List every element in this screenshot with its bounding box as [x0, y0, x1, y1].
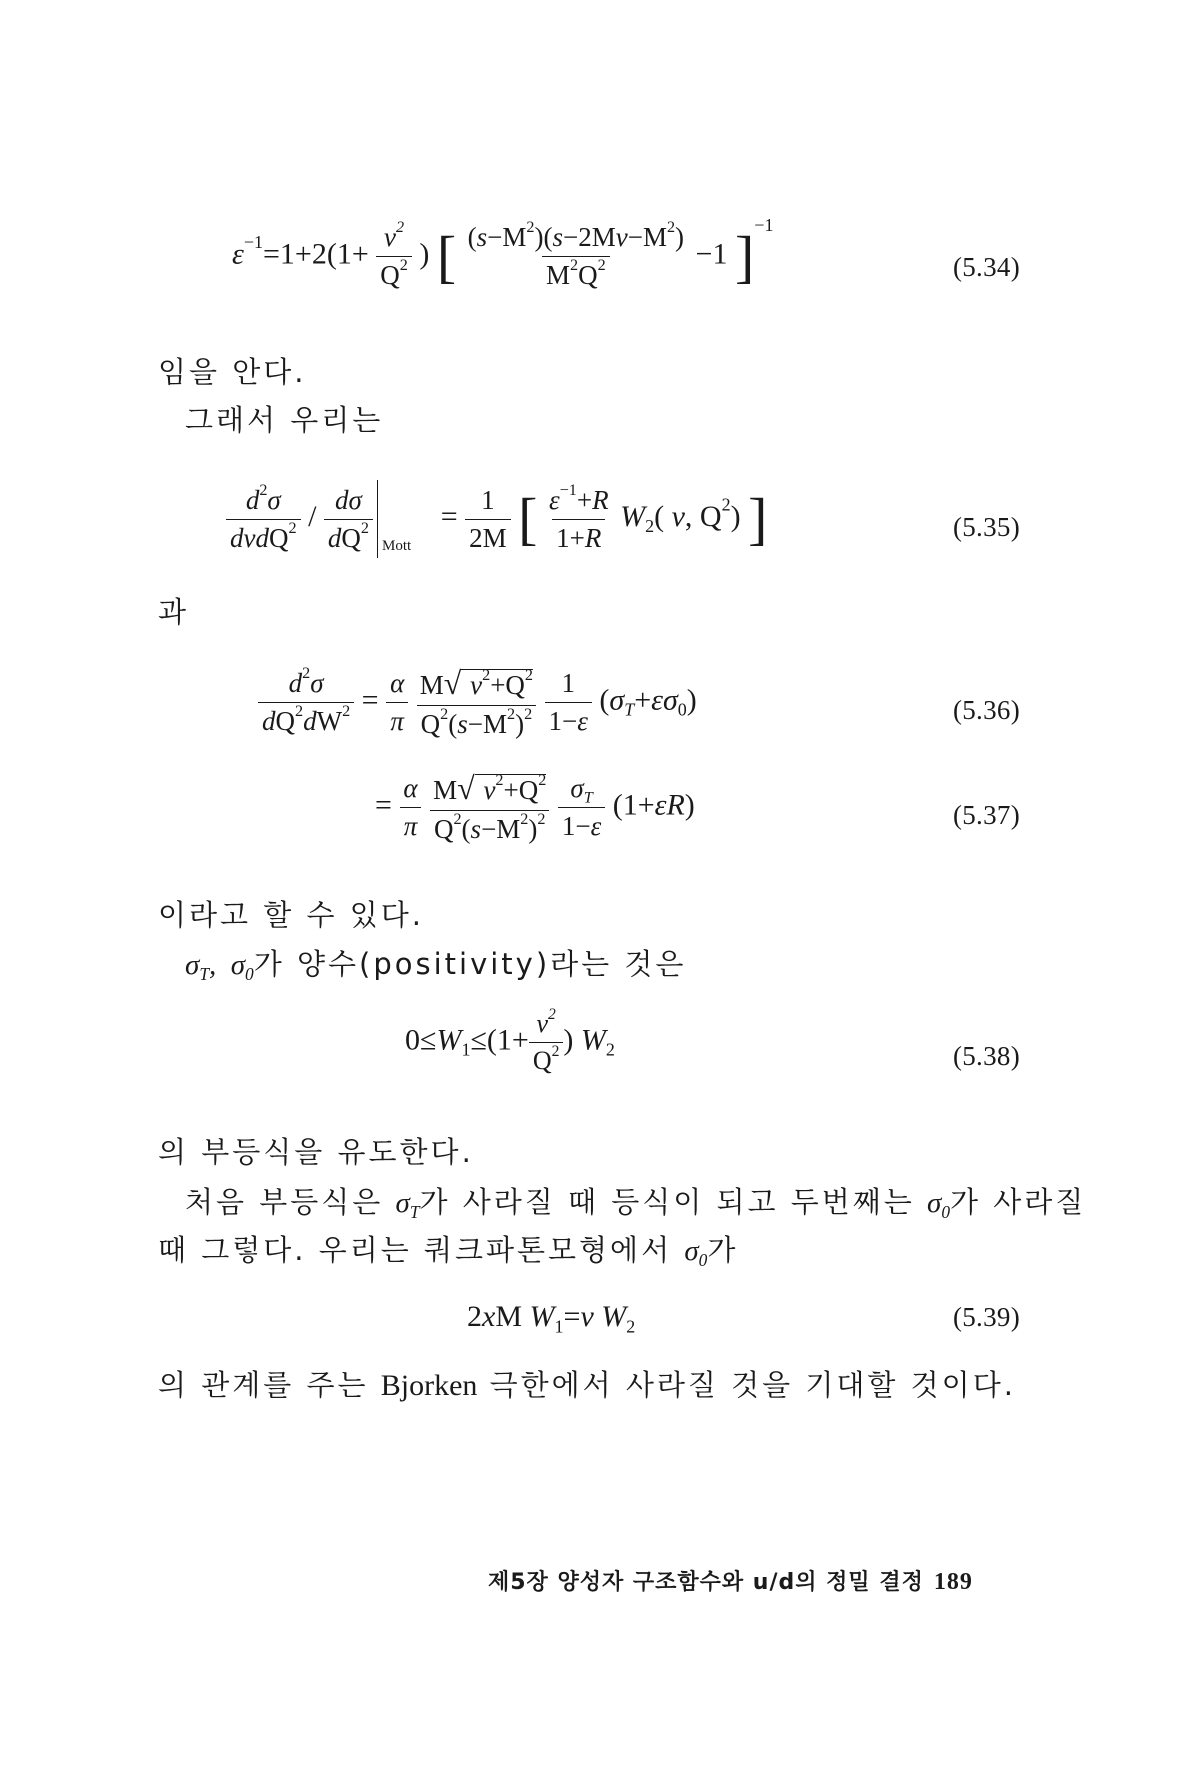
text-fragment: 가 양수(positivity)라는 것은: [253, 947, 687, 981]
equation-5-38: $0\le W_1\le(1+$ $\frac{\nu^2}{Q^2}$ ) $W_2$ (5.38): [405, 1005, 1020, 1075]
text-fragment: Bjorken: [380, 1369, 478, 1402]
equation-number: (5.39): [952, 1302, 1020, 1332]
equation-5-34: $\varepsilon^{-1}=1+2(1+$ $\frac{\nu^2}{Q^2}$ ) [ $\frac{(s-M^2)(s-2M\nu-M^2)}{M^2Q^2}$ −1 ]$^{-1}$ (5.34): [232, 215, 1020, 290]
text-line: [158, 1363, 1016, 1404]
running-footer: [488, 1565, 973, 1596]
page-number: 189: [933, 1569, 973, 1595]
text-line: 의 부등식을 유도한다.: [158, 1135, 474, 1169]
text-line: 임을 안다.: [158, 355, 307, 389]
text-fragment: 때 그렇다. 우리는 쿼크파톤모형에서: [158, 1233, 685, 1267]
text-line: 과: [158, 595, 190, 629]
text-fragment: 처음 부등식은: [185, 1185, 396, 1219]
equation-number: (5.37): [952, 800, 1020, 830]
text-line: 때 그렇다. 우리는 쿼크파톤모형에서 $\sigma_0$가: [158, 1233, 739, 1271]
equation-number: (5.34): [952, 252, 1020, 282]
text-line: 처음 부등식은 $\sigma_T$가 사라질 때 등식이 되고 두번째는 $\sigma_0$가 사라질: [185, 1185, 1087, 1223]
text-fragment: 가: [707, 1233, 739, 1267]
equation-5-36: $\frac{d^2\sigma}{dQ^2dW^2}$ = $\frac{\alpha}{\pi}$ $\frac{M√ \nu^2+Q^2}{Q^2(s-M^2)^2}$ $\frac{1}{1-\varepsilon}$ $(\sigma_T+\varepsilon\sigma_0)$ (5.36): [0, 665, 1193, 765]
chapter-title: 제5장 양성자 구조함수와 u/d의 정밀 결정: [488, 1570, 924, 1595]
text-fragment: 의 관계를 주는: [158, 1368, 381, 1402]
equation-5-39: 2xM $W_1=\nu$ $W_2$ (5.39): [467, 1300, 1020, 1337]
text-line: 그래서 우리는: [185, 403, 384, 437]
equation-number: (5.35): [952, 512, 1020, 542]
text-fragment: 극한에서 사라질 것을 기대할 것이다.: [477, 1368, 1016, 1402]
equation-number: (5.36): [952, 695, 1020, 725]
text-fragment: 가 사라질 때 등식이 되고 두번째는: [419, 1185, 928, 1219]
equation-5-35: $\frac{d^2\sigma}{d\nu dQ^2}$ / $\frac{d\sigma}{dQ^2}$ $_{Mott}$ = $\frac{1}{2M}$ [ $\frac{\varepsilon^{-1}+R}{1+R}$ $W_2$( ν, $Q^2$) ] (5.35): [0, 470, 1193, 580]
text-line: 이라고 할 수 있다.: [158, 898, 424, 932]
equation-5-37: = $\frac{\alpha}{\pi}$ $\frac{M√ \nu^2+Q^2}{Q^2(s-M^2)^2}$ $\frac{\sigma_T}{1-\varepsilon}$ (1+εR) (5.37): [375, 770, 1020, 844]
text-line: $\sigma_T$, $\sigma_0$가 양수(positivity)라는 것은: [185, 947, 687, 985]
text-fragment: 가 사라질: [950, 1185, 1087, 1219]
equation-number: (5.38): [952, 1041, 1020, 1071]
